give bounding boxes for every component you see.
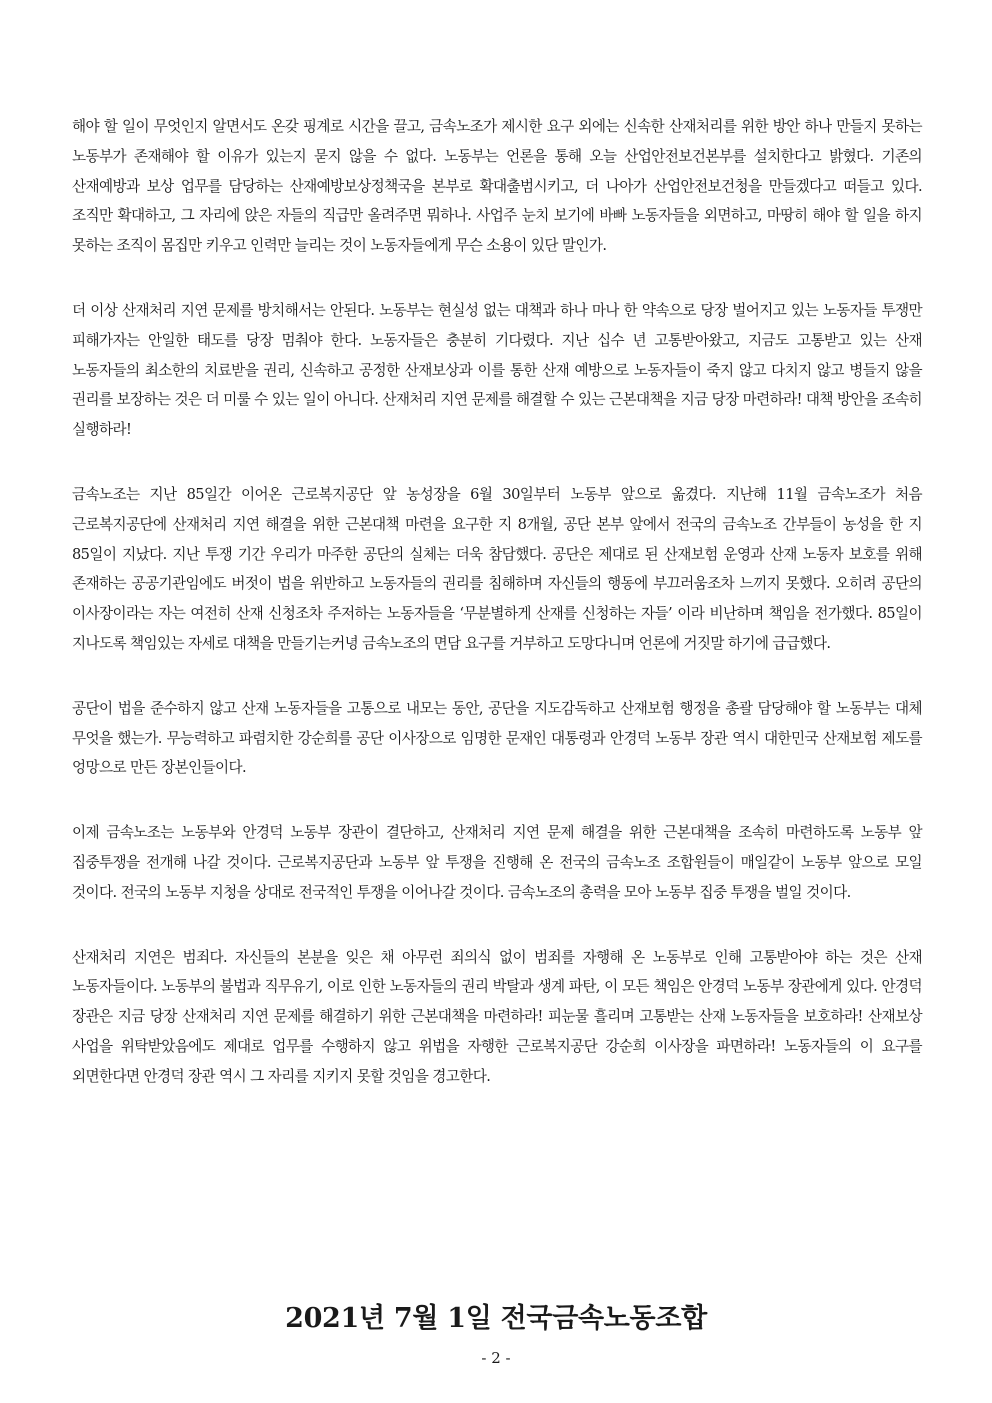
paragraph-4: 공단이 법을 준수하지 않고 산재 노동자들을 고통으로 내모는 동안, 공단을 지도감독하고 산재보험 행정을 총괄 담당해야 할 노동부는 대체 무엇을 했는가. 무능력하고 파렴치한 강순희를 공단 이사장으로 임명한 문재인 대통령과 안경덕 노동부 장관 역시 대한민국 산재보험 제도를 엉망으로 만든 장본인들이다.: [72, 699, 922, 777]
document-body: [72, 112, 922, 1127]
paragraph-5: 이제 금속노조는 노동부와 안경덕 노동부 장관이 결단하고, 산재처리 지연 문제 해결을 위한 근본대책을 조속히 마련하도록 노동부 앞 집중투쟁을 전개해 나갈 것이다. 근로복지공단과 노동부 앞 투쟁을 진행해 온 전국의 금속노조 조합원들이 매일같이 노동부 앞으로 모일 것이다. 전국의 노동부 지청을 상대로 전국적인 투쟁을 이어나갈 것이다. 금속노조의 총력을 모아 노동부 집중 투쟁을 벌일 것이다.: [72, 824, 922, 901]
paragraph-1: 해야 할 일이 무엇인지 알면서도 온갖 핑계로 시간을 끌고, 금속노조가 제시한 요구 외에는 신속한 산재처리를 위한 방안 하나 만들지 못하는 노동부가 존재해야 할 이유가 있는지 묻지 않을 수 없다. 노동부는 언론을 통해 오늘 산업안전보건본부를 설치한다고 밝혔다. 기존의 산재예방과 보상 업무를 담당하는 산재예방보상정책국을 본부로 확대출범시키고, 더 나아가 산업안전보건청을 만들겠다고 떠들고 있다. 조직만 확대하고, 그 자리에 앉은 자들의 직급만 올려주면 뭐하나. 사업주 눈치 보기에 바빠 노동자들을 외면하고, 마땅히 해야 할 일을 하지 못하는 조직이 몸집만 키우고 인력만 늘리는 것이 노동자들에게 무슨 소용이 있단 말인가.: [72, 118, 922, 255]
paragraph-2: 더 이상 산재처리 지연 문제를 방치해서는 안된다. 노동부는 현실성 없는 대책과 하나 마나 한 약속으로 당장 벌어지고 있는 노동자들 투쟁만 피해가자는 안일한 태도를 당장 멈춰야 한다. 노동자들은 충분히 기다렸다. 지난 십수 년 고통받아왔고, 지금도 고통받고 있는 산재 노동자들의 최소한의 치료받을 권리, 신속하고 공정한 산재보상과 이를 통한 산재 예방으로 노동자들이 죽지 않고 다치지 않고 병들지 않을 권리를 보장하는 것은 더 미룰 수 있는 일이 아니다. 산재처리 지연 문제를 해결할 수 있는 근본대책을 지금 당장 마련하라! 대책 방안을 조속히 실행하라!: [72, 301, 922, 439]
paragraph-3: 금속노조는 지난 85일간 이어온 근로복지공단 앞 농성장을 6월 30일부터 노동부 앞으로 옮겼다. 지난해 11월 금속노조가 처음 근로복지공단에 산재처리 지연 해결을 위한 근본대책 마련을 요구한 지 8개월, 공단 본부 앞에서 전국의 금속노조 간부들이 농성을 한 지 85일이 지났다. 지난 투쟁 기간 우리가 마주한 공단의 실체는 더욱 참담했다. 공단은 제대로 된 산재보험 운영과 산재 노동자 보호를 위해 존재하는 공공기관임에도 버젓이 법을 위반하고 노동자들의 권리를 침해하며 자신들의 행동에 부끄러움조차 느끼지 못했다. 오히려 공단의 이사장이라는 자는 여전히 산재 신청조차 주저하는 노동자들을 ‘무분별하게 산재를 신청하는 자들’ 이라 비난하며 책임을 전가했다. 85일이 지나도록 책임있는 자세로 대책을 만들기는커녕 금속노조의 면담 요구를 거부하고 도망다니며 언론에 거짓말 하기에 급급했다.: [72, 485, 922, 652]
paragraph-6: 산재처리 지연은 범죄다. 자신들의 본분을 잊은 채 아무런 죄의식 없이 범죄를 자행해 온 노동부로 인해 고통받아야 하는 것은 산재 노동자들이다. 노동부의 불법과 직무유기, 이로 인한 노동자들의 권리 박탈과 생계 파탄, 이 모든 책임은 안경덕 노동부 장관에게 있다. 안경덕 장관은 지금 당장 산재처리 지연 문제를 해결하기 위한 근본대책을 마련하라! 피눈물 흘리며 고통받는 산재 노동자들을 보호하라! 산재보상 사업을 위탁받았음에도 제대로 업무를 수행하지 않고 위법을 자행한 근로복지공단 강순희 이사장을 파면하라! 노동자들의 이 요구를 외면한다면 안경덕 장관 역시 그 자리를 지키지 못할 것임을 경고한다.: [72, 948, 922, 1085]
date-and-signature: 2021년 7월 1일 전국금속노동조합: [285, 1303, 707, 1334]
page-number: - 2 -: [481, 1349, 511, 1367]
